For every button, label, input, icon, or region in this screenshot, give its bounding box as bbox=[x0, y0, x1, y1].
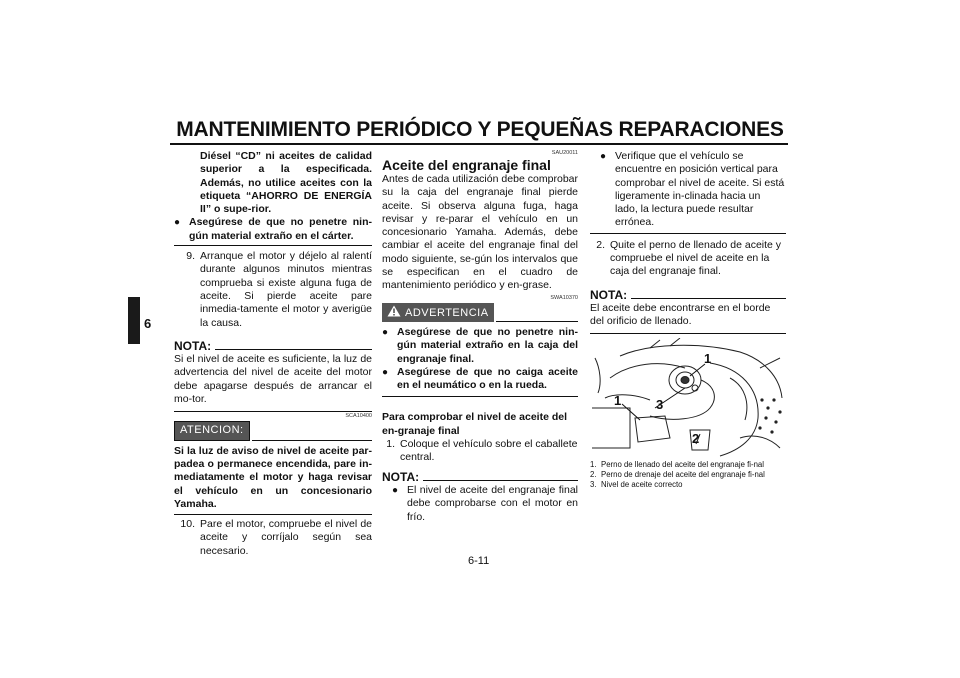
divider bbox=[382, 396, 578, 397]
atencion-heading bbox=[174, 421, 372, 440]
bullet-dot-icon: ● bbox=[392, 484, 399, 496]
step-text: Arranque el motor y déjelo al ralentí durante algunos minutos mientras comprueba si existe alguna fuga de aceite. Si pierde aceite pare inmedia-tamente el motor y averigüe la causa. bbox=[200, 250, 372, 329]
step-text: Pare el motor, compruebe el nivel de aceite y corríjalo según sea necesario. bbox=[200, 518, 372, 557]
ref-code: SAU20011 bbox=[551, 150, 578, 156]
gearbox-illustration bbox=[590, 338, 786, 458]
step-number: 2. bbox=[596, 238, 605, 251]
bullet-text: Asegúrese de que no caiga aceite en el neumático o en la rueda. bbox=[397, 365, 578, 392]
legend-item bbox=[590, 480, 786, 489]
bullet-dot-icon: ● bbox=[382, 366, 389, 378]
divider bbox=[174, 411, 372, 412]
nota-bullet bbox=[382, 484, 578, 524]
subheading: Para comprobar el nivel de aceite del en-granaje final bbox=[382, 411, 567, 437]
nota-rule bbox=[423, 480, 578, 481]
nota-heading bbox=[174, 340, 372, 353]
chapter-tab bbox=[128, 297, 140, 344]
page-title: MANTENIMIENTO PERIÓDICO Y PEQUEÑAS REPARACIONES bbox=[176, 118, 784, 141]
page-number: 6-11 bbox=[468, 555, 490, 567]
step-number: 1. bbox=[386, 438, 395, 451]
bullet-item bbox=[174, 216, 372, 243]
warning-bullet bbox=[382, 326, 578, 366]
step-9 bbox=[174, 250, 372, 330]
column-1 bbox=[174, 150, 372, 558]
nota-heading bbox=[590, 289, 786, 302]
legend-text: Perno de llenado del aceite del engranaje fi-nal bbox=[601, 459, 764, 469]
step-number: 10. bbox=[180, 518, 195, 531]
ref-code: SWA10370 bbox=[550, 294, 578, 301]
nota-text: El aceite debe encontrarse en el borde del orificio de llenado. bbox=[590, 301, 771, 328]
step-2 bbox=[590, 239, 786, 279]
warning-triangle-icon bbox=[387, 305, 401, 317]
divider bbox=[174, 245, 372, 246]
step-1 bbox=[382, 438, 578, 465]
bullet-item bbox=[590, 150, 786, 230]
legend-text: Perno de drenaje del aceite del engranaje fi-nal bbox=[601, 469, 765, 479]
section-heading: Aceite del engranaje final bbox=[382, 157, 551, 173]
bullet-dot-icon: ● bbox=[382, 326, 389, 338]
divider bbox=[590, 233, 786, 234]
nota-label: NOTA: bbox=[590, 287, 628, 302]
nota-text: Si el nivel de aceite es suficiente, la luz de advertencia del nivel de aceite del motor debe apagarse después de arrancar el mo-tor. bbox=[174, 353, 372, 406]
callout-label: 1 bbox=[704, 350, 712, 366]
warning-rule bbox=[496, 321, 578, 322]
atencion-text: Si la luz de aviso de nivel de aceite par-padea o permanece encendida, pare in-mediatamente el motor y haga revisar el vehículo en un concesionario Yamaha. bbox=[174, 444, 372, 510]
step-10 bbox=[174, 518, 372, 558]
legend-text: Nivel de aceite correcto bbox=[601, 480, 683, 490]
step-text: Coloque el vehículo sobre el caballete central. bbox=[400, 438, 578, 464]
bullet-dot-icon: ● bbox=[174, 217, 181, 229]
nota-rule bbox=[215, 349, 372, 350]
chapter-number: 6 bbox=[144, 316, 152, 331]
legend-number: 2. bbox=[590, 469, 597, 479]
intro-paragraph: Antes de cada utilización debe comprobar su la caja del engranaje final pierde aceite. Si observa alguna fuga, haga revisar y re-parar el vehículo en un concesionario Yamaha. Además, debe cambiar el aceite del engranaje final del modo siguiente, se-gún los intervalos que se especifican en el cuadro de mantenimiento periódico y en-grase. bbox=[382, 173, 578, 292]
legend-item bbox=[590, 470, 786, 479]
title-rule bbox=[170, 143, 788, 145]
bullet-text: Asegúrese de que no penetre nin-gún material extraño en la caja del engranaje final. bbox=[397, 325, 578, 365]
ref-code: SCA10400 bbox=[345, 413, 372, 420]
warning-bullet bbox=[382, 366, 578, 393]
bullet-text: Asegúrese de que no penetre nin-gún material extraño en el cárter. bbox=[189, 216, 372, 242]
callout-label: 1 bbox=[614, 392, 622, 408]
atencion-rule bbox=[252, 440, 372, 441]
nota-heading bbox=[382, 471, 578, 484]
atencion-label: ATENCION: bbox=[174, 421, 250, 440]
warning-heading bbox=[382, 303, 578, 322]
nota-label: NOTA: bbox=[382, 469, 420, 484]
bullet-dot-icon: ● bbox=[600, 151, 607, 162]
legend-number: 1. bbox=[590, 459, 597, 469]
paragraph-continuation: Diésel “CD” ni aceites de calidad superior a la especificada. Además, no utilice aceites con la etiqueta “AHORRO DE ENERGÍA II” o supe-rior. bbox=[200, 150, 372, 216]
bullet-text: El nivel de aceite del engranaje final debe comprobarse con el motor en frío. bbox=[407, 483, 578, 523]
figure-legend bbox=[590, 460, 786, 490]
callout-label: 3 bbox=[656, 396, 664, 412]
divider bbox=[590, 333, 786, 334]
column-3 bbox=[590, 150, 786, 491]
step-number: 9. bbox=[186, 250, 195, 263]
nota-rule bbox=[631, 298, 786, 299]
column-2 bbox=[382, 150, 578, 524]
warning-box bbox=[382, 303, 494, 322]
warning-label: ADVERTENCIA bbox=[405, 306, 489, 319]
step-text: Quite el perno de llenado de aceite y compruebe el nivel de aceite en la caja del engranaje final. bbox=[610, 238, 782, 278]
callout-label: 2 bbox=[692, 430, 700, 446]
divider bbox=[174, 514, 372, 515]
nota-label: NOTA: bbox=[174, 338, 212, 353]
bullet-text: Verifique que el vehículo se encuentre en posición vertical para comprobar el nivel de aceite. Si está ligeramente in-clinada hacia un lado, la lectura puede resultar errónea. bbox=[615, 150, 785, 229]
legend-number: 3. bbox=[590, 480, 597, 490]
legend-item bbox=[590, 460, 786, 469]
